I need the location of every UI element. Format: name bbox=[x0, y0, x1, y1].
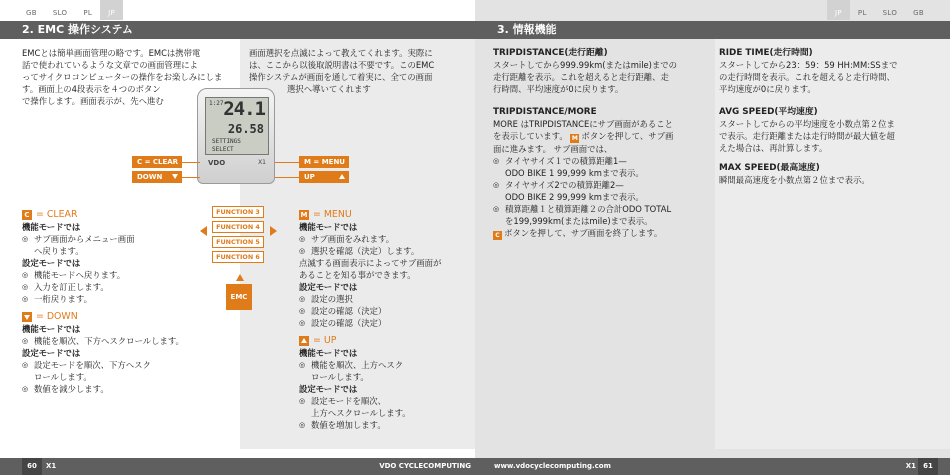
max-speed-section bbox=[719, 162, 941, 186]
up-set-list bbox=[299, 395, 471, 407]
ride-time-section bbox=[719, 47, 941, 95]
m-menu-text: M = MENU bbox=[304, 158, 345, 166]
body-text: を表示しています。 bbox=[493, 131, 568, 141]
body-line: 平均速度が0に戻ります。 bbox=[719, 84, 816, 94]
list-item-cont: へ戻ります。 bbox=[34, 246, 84, 256]
m-button-icon: M bbox=[571, 135, 578, 142]
list-item: ◎ 数値を減少します。 bbox=[22, 383, 237, 395]
menu-section bbox=[299, 207, 471, 329]
list-item: ◎ 一桁戻ります。 bbox=[22, 293, 202, 305]
connector-line bbox=[275, 177, 299, 178]
list-item-cont: を199,999km(またはmile)まで表示。 bbox=[505, 216, 653, 226]
triangle-up-icon bbox=[339, 174, 345, 179]
intro-line: 話で使われているような文章での画面管理によ bbox=[22, 60, 198, 70]
body-line: 面に進みます。 サブ画面では、 bbox=[493, 144, 613, 154]
device-screen bbox=[205, 97, 269, 155]
footer-model: X1 bbox=[46, 462, 57, 470]
body-line: スタートしてから23：59：59 HH:MM:SSまで bbox=[719, 60, 898, 70]
screen-menu-line: SETTINGS bbox=[212, 138, 241, 145]
footer-right bbox=[475, 458, 950, 475]
setting-mode-heading: 設定モードでは bbox=[22, 258, 81, 268]
intro-line: 操作システムが画面を通して着実に、全ての画面 bbox=[249, 72, 433, 82]
footer-url[interactable]: www.vdocyclecomputing.com bbox=[494, 462, 611, 470]
list-item-cont: ODO BIKE 1 99,999 kmまで表示。 bbox=[505, 168, 644, 178]
odo-list bbox=[493, 155, 708, 167]
function-stack bbox=[212, 206, 264, 266]
up-text: UP bbox=[304, 173, 315, 181]
lang-tab-slo[interactable]: SLO bbox=[52, 9, 68, 17]
down-heading bbox=[22, 311, 237, 323]
max-speed-title: MAX SPEED(最高速度) bbox=[719, 163, 820, 173]
list-item: ◎ 設定モードを順次、下方へスク bbox=[22, 359, 237, 371]
footer-brand: VDO CYCLECOMPUTING bbox=[379, 462, 471, 470]
body-line: えた場合は、再計算します。 bbox=[719, 143, 828, 153]
list-item: ◎ 設定モードを順次、 bbox=[299, 395, 471, 407]
c-clear-label bbox=[132, 156, 182, 168]
tripdistance-title: TRIPDISTANCE(走行距離) bbox=[493, 48, 608, 58]
function-mode-heading: 機能モードでは bbox=[22, 324, 81, 334]
tripdistance-more-title: TRIPDISTANCE/MORE bbox=[493, 107, 597, 117]
list-item: ◎ タイヤサイズ１での積算距離1— bbox=[493, 155, 708, 167]
avg-speed-title: AVG SPEED(平均速度) bbox=[719, 107, 818, 117]
lang-tab-pl[interactable]: PL bbox=[83, 9, 93, 17]
down-set-list bbox=[22, 359, 237, 371]
triangle-down-icon bbox=[172, 174, 178, 179]
list-item-cont: ODO BIKE 2 99,999 kmまで表示。 bbox=[505, 192, 644, 202]
setting-mode-heading: 設定モードでは bbox=[299, 384, 358, 394]
m-menu-label bbox=[299, 156, 349, 168]
odo-list-2 bbox=[493, 179, 708, 191]
body-line: で表示。走行距離または走行時間が最大値を超 bbox=[719, 131, 895, 141]
page-number: 60 bbox=[22, 458, 42, 475]
list-item: ◎ 機能を順次、上方へスク bbox=[299, 359, 471, 371]
odo-list-3 bbox=[493, 203, 708, 215]
down-text: DOWN bbox=[137, 173, 163, 181]
up-label bbox=[299, 171, 349, 183]
function-item: FUNCTION 3 bbox=[212, 206, 264, 218]
list-item-cont: ロールします。 bbox=[34, 372, 92, 382]
intro-line: 画面選択を点滅によって教えてくれます。実際に bbox=[249, 48, 433, 58]
arrow-up-icon bbox=[236, 274, 244, 281]
body-line bbox=[493, 227, 708, 240]
body-line: 走行距離を表示。これを超えると走行距離、走 bbox=[493, 72, 669, 82]
menu-note: あることを知る事ができます。 bbox=[299, 270, 416, 280]
list-item: ◎ 設定の確認（決定） bbox=[299, 317, 471, 329]
clear-section bbox=[22, 207, 202, 305]
clear-heading bbox=[22, 209, 202, 221]
lang-tab-gb[interactable]: GB bbox=[26, 9, 37, 17]
body-text: ボタンを押して、サブ画面を終了します。 bbox=[504, 228, 663, 238]
list-item: ◎ 入力を訂正します。 bbox=[22, 281, 202, 293]
intro-line: す。画面上の4段表示を４つのボタン bbox=[22, 84, 161, 94]
body-text: ボタンを押して、サブ画 bbox=[581, 131, 674, 141]
avg-speed-section bbox=[719, 106, 941, 154]
up-title: = UP bbox=[313, 335, 337, 346]
arrow-right-icon bbox=[270, 226, 277, 236]
lang-tab-jp[interactable]: JP bbox=[100, 0, 123, 20]
device-brand: VDO bbox=[208, 159, 226, 167]
cyclecomputer-device bbox=[197, 88, 275, 184]
menu-note: 点滅する画面表示によってサブ画面が bbox=[299, 258, 442, 268]
emc-text: EMC bbox=[230, 293, 248, 301]
intro-line: で操作します。画面表示が、先へ進む bbox=[22, 96, 164, 106]
page-number: 61 bbox=[918, 458, 938, 475]
up-func-list bbox=[299, 359, 471, 371]
down-title: = DOWN bbox=[36, 311, 78, 322]
down-func-list bbox=[22, 335, 237, 347]
menu-heading bbox=[299, 209, 471, 221]
menu-set-list bbox=[299, 293, 471, 329]
up-set-list-2 bbox=[299, 419, 471, 431]
down-set-list-2 bbox=[22, 383, 237, 395]
body-line: の走行時間を表示。これを超えると走行時間、 bbox=[719, 72, 895, 82]
list-item: ◎ サブ画面をみれます。 bbox=[299, 233, 471, 245]
up-button-icon bbox=[299, 336, 309, 346]
clear-set-list bbox=[22, 269, 202, 305]
list-item: ◎ 設定の選択 bbox=[299, 293, 471, 305]
right-column-shade bbox=[715, 38, 950, 449]
intro-line: ってサイクロコンピューターの操作をお楽しみにしま bbox=[22, 72, 223, 82]
menu-func-list bbox=[299, 233, 471, 257]
connector-line bbox=[275, 162, 299, 163]
lang-tab-jp[interactable]: JP bbox=[827, 0, 850, 20]
language-tabs-left bbox=[18, 0, 123, 20]
lang-tab-slo[interactable]: SLO bbox=[882, 9, 898, 17]
intro-line: 選択へ導いてくれます bbox=[287, 84, 371, 94]
screen-clock: 1:27 bbox=[209, 100, 224, 107]
c-button-icon: C bbox=[493, 231, 502, 240]
tripdistance-more-section bbox=[493, 106, 708, 240]
body-line: スタートしてから999.99km(またはmile)までの bbox=[493, 60, 678, 70]
body-line: 瞬間最高速度を小数点第２位まで表示。 bbox=[719, 175, 870, 185]
intro-col2 bbox=[249, 47, 469, 95]
up-heading bbox=[299, 335, 471, 347]
body-line: スタートしてからの平均速度を小数点第２位ま bbox=[719, 119, 895, 129]
screen-speed: 24.1 bbox=[223, 98, 265, 120]
list-item-cont: 上方へスクロールします。 bbox=[311, 408, 411, 418]
intro-line: EMCとは簡単画面管理の略です。EMCは携帯電 bbox=[22, 48, 201, 58]
clear-title: = CLEAR bbox=[36, 209, 78, 220]
list-item-cont: ロールします。 bbox=[311, 372, 369, 382]
body-line: MORE はTRIPDISTANCEにサブ画面があること bbox=[493, 119, 674, 129]
list-item: ◎ 機能モードへ戻ります。 bbox=[22, 269, 202, 281]
menu-title: = MENU bbox=[313, 209, 352, 220]
list-item: ◎ タイヤサイズ2での積算距離2— bbox=[493, 179, 708, 191]
screen-menu-line: SELECT bbox=[212, 146, 234, 153]
body-line: 行時間、平均速度が0に戻ります。 bbox=[493, 84, 624, 94]
clear-func-list bbox=[22, 233, 202, 245]
m-button-icon: M bbox=[300, 211, 308, 219]
ride-time-title: RIDE TIME(走行時間) bbox=[719, 48, 813, 58]
list-item: ◎ サブ画面からメニュー画面 bbox=[22, 233, 202, 245]
intro-line: は、ここから以後取説明書は不要です。このEMC bbox=[249, 60, 435, 70]
list-item: ◎ 設定の確認（決定） bbox=[299, 305, 471, 317]
up-section bbox=[299, 333, 471, 431]
list-item: ◎ 選択を確認（決定）します。 bbox=[299, 245, 471, 257]
section-title-info: 3. 情報機能 bbox=[475, 21, 950, 39]
down-label bbox=[132, 171, 182, 183]
tripdistance-section bbox=[493, 47, 708, 95]
body-line bbox=[493, 130, 708, 143]
emc-badge bbox=[226, 284, 252, 310]
footer-left bbox=[0, 458, 475, 475]
lang-tab-pl[interactable]: PL bbox=[857, 9, 867, 17]
screen-distance: 26.58 bbox=[227, 122, 264, 136]
connector-line bbox=[180, 162, 200, 163]
c-button-icon: C bbox=[22, 210, 32, 220]
function-item: FUNCTION 5 bbox=[212, 236, 264, 248]
c-clear-text: C = CLEAR bbox=[137, 158, 179, 166]
setting-mode-heading: 設定モードでは bbox=[22, 348, 81, 358]
function-mode-heading: 機能モードでは bbox=[299, 348, 358, 358]
section-title-emc: 2. EMC 操作システム bbox=[0, 21, 475, 39]
list-item: ◎ 数値を増加します。 bbox=[299, 419, 471, 431]
setting-mode-heading: 設定モードでは bbox=[299, 282, 358, 292]
list-item: ◎ 積算距離１と積算距離２の合計ODO TOTAL bbox=[493, 203, 708, 215]
down-section bbox=[22, 309, 237, 395]
connector-line bbox=[180, 177, 200, 178]
language-tabs-right bbox=[827, 0, 932, 20]
device-model: X1 bbox=[258, 159, 266, 166]
down-button-icon bbox=[22, 312, 32, 322]
footer-model: X1 bbox=[905, 462, 916, 470]
function-mode-heading: 機能モードでは bbox=[22, 222, 81, 232]
function-item: FUNCTION 4 bbox=[212, 221, 264, 233]
function-mode-heading: 機能モードでは bbox=[299, 222, 358, 232]
lang-tab-gb[interactable]: GB bbox=[913, 9, 924, 17]
list-item: ◎ 機能を順次、下方へスクロールします。 bbox=[22, 335, 237, 347]
function-item: FUNCTION 6 bbox=[212, 251, 264, 263]
